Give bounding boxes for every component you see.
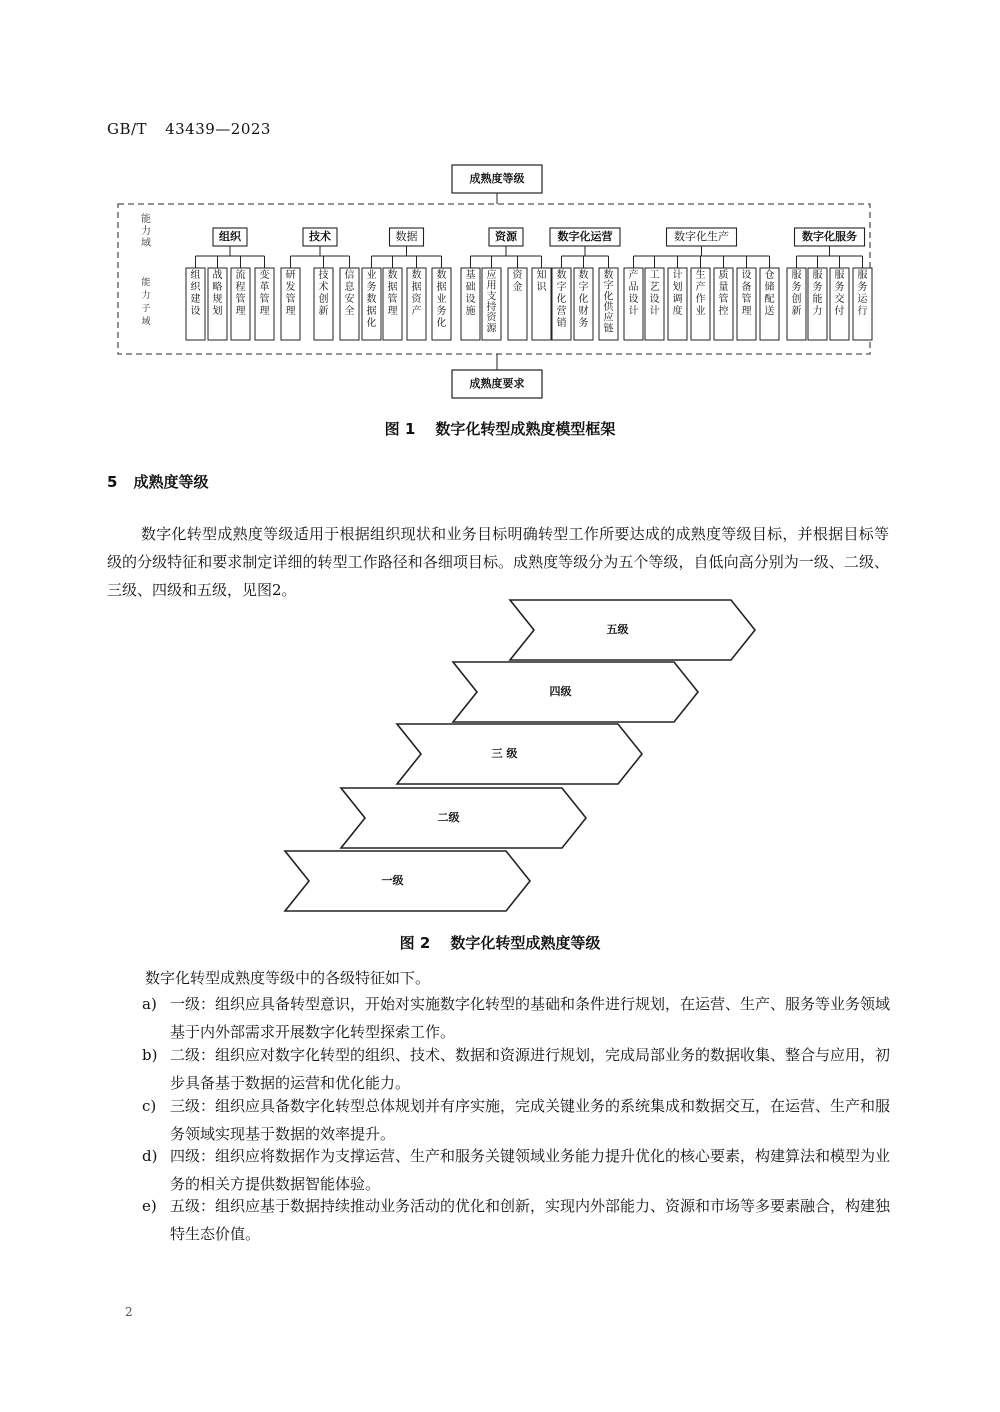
domain-label: 数据	[395, 230, 418, 243]
subdomain-label: 质量管控	[718, 270, 729, 317]
figure1-caption-number: 图 1	[384, 420, 416, 438]
subdomain-label: 数字化财务	[578, 270, 589, 329]
subdomain-label: 基础设施	[465, 270, 476, 317]
subdomain-label: 工艺设计	[649, 270, 660, 317]
subdomain-label: 服务交付	[834, 270, 845, 317]
level-chevron	[341, 788, 586, 848]
level-chevron	[285, 851, 530, 911]
level-label: 二级	[437, 811, 460, 824]
subdomain-label: 技术创新	[318, 270, 329, 317]
subdomain-label: 应用支持资源	[486, 270, 497, 335]
level-label: 五级	[606, 623, 629, 636]
figure1-caption-title: 数字化转型成熟度模型框架	[435, 420, 616, 438]
subdomain-label: 产品设计	[628, 270, 639, 317]
subdomain-label: 流程管理	[235, 270, 246, 317]
subdomain-label: 组织建设	[190, 270, 201, 317]
list-item-label: e)	[142, 1197, 157, 1215]
top-box-label: 成熟度等级	[469, 172, 525, 185]
domain-label: 资源	[495, 230, 517, 243]
level-label: 一级	[381, 874, 404, 887]
section-number: 5	[107, 473, 118, 491]
domain-label: 数字化运营	[557, 230, 613, 243]
subdomain-label: 研发管理	[285, 270, 296, 317]
subdomain-label: 数字化供应链	[603, 270, 614, 335]
intro-paragraph: 数字化转型成熟度等级适用于根据组织现状和业务目标明确转型工作所要达成的成熟度等级目标，并根据目标等级的分级特征和要求制定详细的转型工作路径和各细项目标。成熟度等级分为五个等级，自低向高分别为一级、二级、三级、四级和五级，见图2。	[107, 525, 889, 599]
level-chevron	[453, 662, 698, 722]
subdomain-label: 战略规划	[212, 270, 223, 317]
subdomain-label: 数据业务化	[436, 270, 447, 329]
list-item	[107, 1142, 889, 1198]
list-item-text: 四级：组织应将数据作为支撑运营、生产和服务关键领域业务能力提升优化的核心要素，构建算法和模型为业务的相关方提供数据智能体验。	[170, 1147, 891, 1193]
list-item	[107, 1192, 889, 1248]
subdomain-label: 服务能力	[812, 270, 823, 317]
figure2-caption	[0, 932, 1000, 953]
standard-number: 43439—2023	[165, 120, 271, 138]
subdomain-label: 计划调度	[672, 270, 683, 317]
subdomain-label: 生产作业	[695, 270, 706, 317]
domain-label: 数字化服务	[802, 230, 857, 243]
side-label-domain-text: 能力域	[141, 214, 151, 249]
level-chevron	[510, 600, 755, 660]
subdomain-label: 资金	[512, 270, 523, 293]
standard-code: GB/T	[107, 120, 148, 138]
page-number: 2	[125, 1305, 133, 1319]
side-label-subdomain-text: 能力子域	[141, 278, 151, 327]
subdomain-label: 设备管理	[741, 270, 752, 317]
section-title: 成熟度等级	[133, 473, 209, 491]
list-item-label: a)	[142, 995, 157, 1013]
subdomain-label: 知识	[536, 270, 547, 293]
subdomain-label: 信息安全	[344, 270, 355, 317]
list-item-label: b)	[142, 1046, 158, 1064]
list-item-label: c)	[142, 1097, 157, 1115]
subdomain-label: 数据管理	[387, 270, 398, 317]
figure2-caption-number: 图 2	[399, 934, 431, 952]
list-item	[107, 1092, 889, 1148]
subdomain-label: 数据资产	[411, 270, 422, 317]
subdomain-label: 变革管理	[259, 270, 270, 317]
level-label: 四级	[549, 685, 572, 698]
list-item-label: d)	[142, 1147, 158, 1165]
list-item-text: 一级：组织应具备转型意识，开始对实施数字化转型的基础和条件进行规划，在运营、生产、服务等业务领域基于内外部需求开展数字化转型探索工作。	[170, 995, 891, 1041]
level-chevron	[397, 724, 642, 784]
subdomain-label: 数字化营销	[556, 270, 567, 329]
subdomain-label: 服务运行	[857, 270, 868, 317]
list-item-text: 二级：组织应对数字化转型的组织、技术、数据和资源进行规划，完成局部业务的数据收集、整合与应用，初步具备基于数据的运营和优化能力。	[170, 1046, 891, 1092]
list-item-text: 五级：组织应基于数据持续推动业务活动的优化和创新，实现内外部能力、资源和市场等多要素融合，构建独特生态价值。	[170, 1197, 891, 1243]
list-intro: 数字化转型成熟度等级中的各级特征如下。	[145, 969, 431, 987]
domain-label: 数字化生产	[674, 230, 729, 243]
level-label: 三 级	[491, 747, 518, 760]
domain-label: 组织	[219, 230, 241, 243]
list-item-text: 三级：组织应具备数字化转型总体规划并有序实施，完成关键业务的系统集成和数据交互，在运营、生产和服务领域实现基于数据的效率提升。	[170, 1097, 891, 1143]
bottom-box-label: 成熟度要求	[469, 377, 525, 390]
figure2-caption-title: 数字化转型成熟度等级	[450, 934, 601, 952]
subdomain-label: 仓储配送	[764, 270, 775, 317]
list-item	[107, 1041, 889, 1097]
list-item	[107, 990, 889, 1046]
subdomain-label: 服务创新	[791, 270, 802, 317]
domain-label: 技术	[309, 230, 331, 243]
subdomain-label: 业务数据化	[366, 270, 377, 329]
